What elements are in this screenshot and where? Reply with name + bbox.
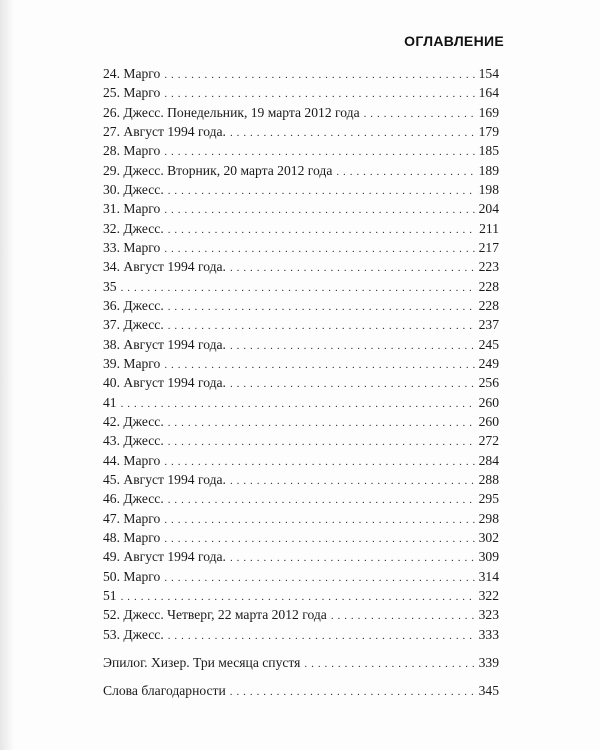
toc-entry-title: 29. Джесс. Вторник, 20 марта 2012 года [103, 162, 333, 178]
toc-entry [103, 470, 499, 489]
toc-dot-leader [230, 472, 475, 491]
toc-dot-leader [164, 511, 474, 530]
toc-entry-title: Слова благодарности [103, 683, 226, 699]
toc-entry [103, 528, 499, 547]
toc-entry [103, 373, 499, 392]
toc-dot-leader [121, 279, 475, 298]
toc-entry-title: 36. Джесс. [103, 297, 164, 313]
toc-entry [103, 277, 499, 296]
toc-entry-page-number: 204 [478, 201, 499, 217]
toc-entry-title: 43. Джесс. [103, 433, 164, 449]
toc-dot-leader [164, 569, 474, 588]
toc-entry-page-number: 256 [478, 375, 499, 391]
toc-entry [103, 141, 499, 160]
toc-entry-page-number: 237 [478, 317, 499, 333]
toc-entry-title: 39. Марго [103, 355, 161, 371]
toc-entry-title: 44. Марго [103, 452, 161, 468]
table-of-contents [103, 64, 499, 701]
toc-dot-leader [168, 221, 475, 240]
toc-entry-page-number: 249 [478, 355, 499, 371]
toc-dot-leader [230, 683, 475, 702]
toc-entry-page-number: 189 [478, 162, 499, 178]
toc-entry [103, 547, 499, 566]
toc-entry-page-number: 198 [478, 181, 499, 197]
toc-entry [103, 296, 499, 315]
toc-entry [103, 354, 499, 373]
toc-dot-leader [364, 105, 475, 124]
toc-entry [103, 122, 499, 141]
toc-entry-title: 50. Марго [103, 568, 161, 584]
toc-entry-title: 38. Август 1994 года. [103, 336, 226, 352]
toc-entry [103, 161, 499, 180]
toc-dot-leader [168, 298, 475, 317]
toc-entry-page-number: 217 [478, 239, 499, 255]
toc-entry-page-number: 260 [478, 413, 499, 429]
toc-entry-title: 47. Марго [103, 510, 161, 526]
toc-dot-leader [230, 337, 475, 356]
toc-entry [103, 238, 499, 257]
toc-entry [103, 451, 499, 470]
toc-entry-title: Эпилог. Хизер. Три месяца спустя [103, 654, 301, 670]
toc-entry-page-number: 185 [478, 143, 499, 159]
toc-entry [103, 412, 499, 431]
toc-entry-page-number: 288 [478, 471, 499, 487]
toc-entry-page-number: 333 [478, 626, 499, 642]
toc-entry [103, 489, 499, 508]
toc-entry [103, 605, 499, 624]
toc-entry-title: 41 [103, 394, 117, 410]
toc-dot-leader [230, 259, 475, 278]
toc-entry-title: 52. Джесс. Четверг, 22 марта 2012 года [103, 607, 327, 623]
toc-entry-page-number: 322 [478, 587, 499, 603]
toc-entry-page-number: 272 [478, 433, 499, 449]
toc-entry-title: 26. Джесс. Понедельник, 19 марта 2012 года [103, 104, 360, 120]
toc-entry-page-number: 245 [478, 336, 499, 352]
toc-entry-title: 53. Джесс. [103, 626, 164, 642]
toc-entry-page-number: 223 [478, 259, 499, 275]
toc-dot-leader [230, 124, 475, 143]
toc-entry [103, 653, 499, 672]
toc-entry [103, 431, 499, 450]
toc-entry-page-number: 228 [478, 297, 499, 313]
toc-entry [103, 315, 499, 334]
toc-dot-leader [230, 375, 475, 394]
toc-entry-title: 40. Август 1994 года. [103, 375, 226, 391]
toc-entry-page-number: 179 [478, 123, 499, 139]
toc-entry [103, 219, 499, 238]
toc-entry-title: 24. Марго [103, 66, 161, 81]
toc-entry [103, 180, 499, 199]
toc-dot-leader [336, 163, 474, 182]
toc-entry [103, 586, 499, 605]
toc-dot-leader [168, 182, 475, 201]
toc-entry [103, 83, 499, 102]
toc-entry-page-number: 302 [478, 529, 499, 545]
toc-entry [103, 509, 499, 528]
toc-entry-page-number: 154 [478, 66, 499, 81]
toc-entry-title: 25. Марго [103, 85, 161, 101]
toc-entry-page-number: 164 [478, 85, 499, 101]
toc-dot-leader [168, 491, 475, 510]
toc-entry-title: 51 [103, 587, 117, 603]
toc-entry-title: 33. Марго [103, 239, 161, 255]
toc-entry-title: 31. Марго [103, 201, 161, 217]
toc-dot-leader [230, 549, 475, 568]
spine-shadow [0, 0, 14, 750]
toc-entry [103, 393, 499, 412]
running-head: ОГЛАВЛЕНИЕ [404, 33, 504, 49]
toc-entry-page-number: 211 [479, 220, 499, 236]
toc-dot-leader [164, 201, 474, 220]
toc-dot-leader [168, 627, 475, 646]
toc-entry-title: 32. Джесс. [103, 220, 164, 236]
toc-entry-title: 46. Джесс. [103, 491, 164, 507]
toc-entry-title: 37. Джесс. [103, 317, 164, 333]
toc-entry [103, 335, 499, 354]
toc-entry-page-number: 314 [478, 568, 499, 584]
toc-entry [103, 103, 499, 122]
toc-entry [103, 567, 499, 586]
toc-dot-leader [164, 66, 474, 85]
toc-entry [103, 625, 499, 644]
toc-entry-page-number: 298 [478, 510, 499, 526]
toc-entry-page-number: 323 [478, 607, 499, 623]
toc-entry-page-number: 309 [478, 549, 499, 565]
toc-entry-title: 48. Марго [103, 529, 161, 545]
toc-entry-page-number: 295 [478, 491, 499, 507]
toc-dot-leader [304, 655, 474, 674]
toc-entry-page-number: 284 [478, 452, 499, 468]
toc-entry-page-number: 260 [478, 394, 499, 410]
toc-entry-title: 27. Август 1994 года. [103, 123, 226, 139]
toc-entry [103, 64, 499, 83]
toc-entry-title: 42. Джесс. [103, 413, 164, 429]
toc-entry-page-number: 345 [478, 683, 499, 699]
toc-entry-title: 45. Август 1994 года. [103, 471, 226, 487]
toc-dot-leader [331, 607, 475, 626]
toc-entry-title: 30. Джесс. [103, 181, 164, 197]
toc-dot-leader [168, 414, 475, 433]
toc-entry-title: 49. Август 1994 года. [103, 549, 226, 565]
toc-entry-page-number: 169 [478, 104, 499, 120]
toc-dot-leader [168, 433, 475, 452]
toc-entry-title: 28. Марго [103, 143, 161, 159]
toc-entry-page-number: 228 [478, 278, 499, 294]
toc-entry-title: 34. Август 1994 года. [103, 259, 226, 275]
toc-entry [103, 199, 499, 218]
toc-entry [103, 681, 499, 700]
toc-entry [103, 257, 499, 276]
toc-dot-leader [121, 395, 475, 414]
toc-entry-page-number: 339 [478, 654, 499, 670]
toc-entry-title: 35 [103, 278, 117, 294]
